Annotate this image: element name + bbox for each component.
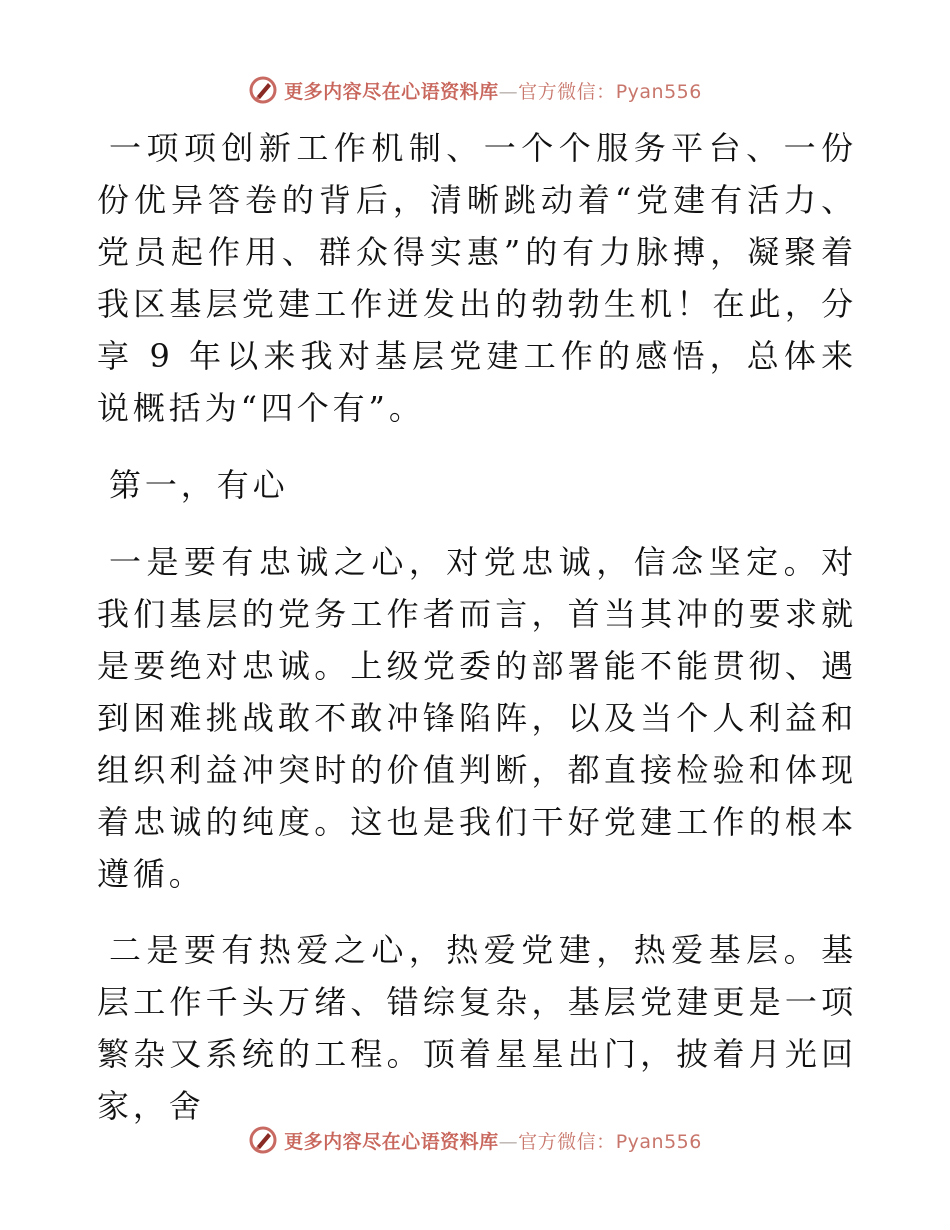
watermark-label: 官方微信： bbox=[518, 80, 616, 103]
section-heading-first: 第一，有心 bbox=[109, 466, 289, 504]
paragraph-intro: 一项项创新工作机制、一个个服务平台、一份份优异答卷的背后，清晰跳动着“党建有活力、党员起作用、群众得实惠”的有力脉搏，凝聚着我区基层党建工作迸发出的勃勃生机！在此，分享 9 年以来我对基层党建工作的感悟，总体来说概括为“四个有”。 bbox=[97, 129, 857, 427]
document-body bbox=[97, 122, 857, 1132]
watermark-account: Pyan556 bbox=[615, 1130, 702, 1153]
header-watermark bbox=[0, 73, 950, 107]
watermark-text bbox=[284, 77, 702, 104]
watermark-account: Pyan556 bbox=[615, 80, 702, 103]
watermark-label: 官方微信： bbox=[518, 1130, 616, 1153]
watermark-name: 更多内容尽在心语资料库 bbox=[284, 80, 499, 103]
pen-logo-icon bbox=[248, 1125, 278, 1155]
watermark-separator: — bbox=[498, 80, 519, 103]
paragraph-loyalty: 一是要有忠诚之心，对党忠诚，信念坚定。对我们基层的党务工作者而言，首当其冲的要求就是要绝对忠诚。上级党委的部署能不能贯彻、遇到困难挑战敢不敢冲锋陷阵，以及当个人利益和组织利益冲突时的价值判断，都直接检验和体现着忠诚的纯度。这也是我们干好党建工作的根本遵循。 bbox=[97, 543, 857, 893]
paragraph-passion: 二是要有热爱之心，热爱党建，热爱基层。基层工作千头万绪、错综复杂，基层党建更是一项繁杂又系统的工程。顶着星星出门，披着月光回家，舍 bbox=[97, 931, 857, 1125]
watermark-text bbox=[284, 1127, 702, 1154]
watermark-name: 更多内容尽在心语资料库 bbox=[284, 1130, 499, 1153]
watermark-separator: — bbox=[498, 1130, 519, 1153]
footer-watermark bbox=[0, 1123, 950, 1157]
pen-logo-icon bbox=[248, 75, 278, 105]
